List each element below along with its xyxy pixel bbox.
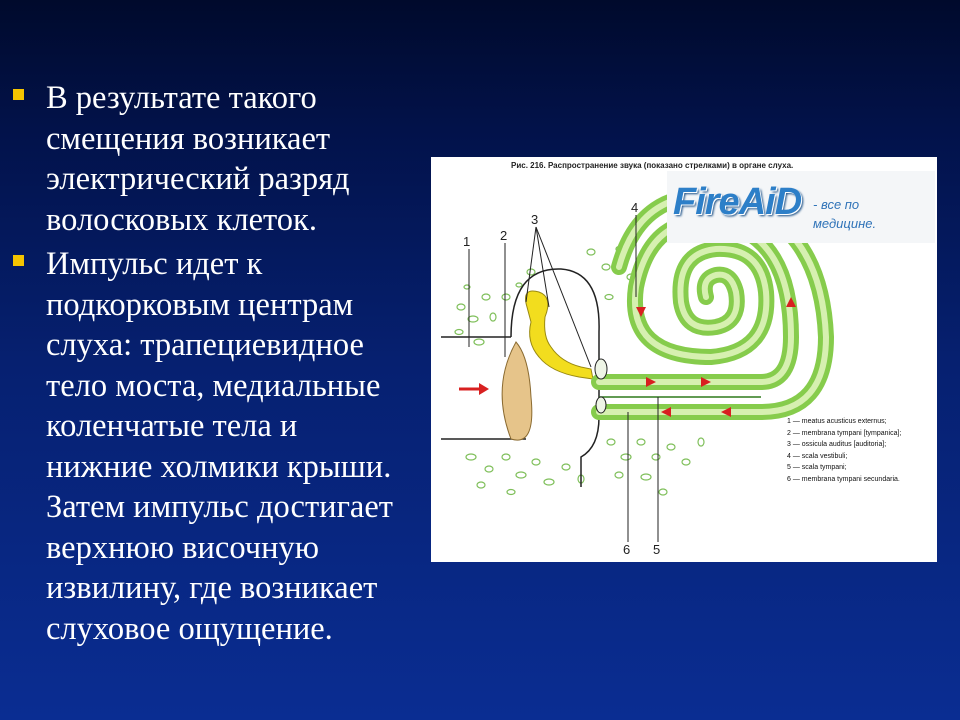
bullet-line: электрический разряд [46,161,350,197]
bullet-line: В результате такого [46,80,317,116]
watermark-tagline-line: медицине. [813,216,877,231]
bullet-item [10,244,420,649]
legend-item: 2 — membrana tympani [tympanica]; [787,429,902,437]
legend-item: 5 — scala tympani; [787,464,847,472]
bullet-line: слуха: трапециевидное [46,327,364,363]
figure-caption: Рис. 216. Распространение звука (показано стрелками) в органе слуха. [511,161,794,170]
bullet-line: извилину, где возникает [46,570,378,606]
watermark [667,171,935,243]
bullet-line: верхнюю височную [46,529,319,566]
legend-item: 3 — ossicula auditus [auditoria]; [787,441,887,449]
bullet-line: тело моста, медиальные [46,367,381,404]
figure-legend [787,416,901,486]
watermark-tagline [813,195,876,233]
watermark-logo: FireAiD [673,181,802,223]
bullet-line: волосковых клеток. [46,201,317,238]
watermark-tagline-line: - все по [813,197,860,212]
label-2: 2 [500,228,508,243]
square-bullet-icon [13,255,24,266]
legend-item: 6 — membrana tympani secundaria. [787,475,900,483]
bullet-line: Затем импульс достигает [46,489,393,525]
bullet-item [10,78,420,240]
bullet-line: нижние холмики крыши. [46,448,392,485]
label-5: 5 [653,542,661,557]
label-1: 1 [463,234,471,249]
bullet-line: смещения возникает [46,120,331,157]
bullet-line: слуховое ощущение. [46,610,333,647]
ear-anatomy-figure [431,157,937,562]
label-4: 4 [631,200,639,215]
legend-item: 1 — meatus acusticus externus; [787,418,887,425]
legend-item: 4 — scala vestibuli; [787,452,848,460]
label-3: 3 [531,212,539,227]
bullet-line: Импульс идет к [46,246,263,282]
bullet-line: коленчатые тела и [46,408,298,444]
bullet-line: подкорковым центрам [46,286,354,323]
square-bullet-icon [13,89,24,100]
label-6: 6 [623,542,631,557]
bullet-list [10,78,420,649]
